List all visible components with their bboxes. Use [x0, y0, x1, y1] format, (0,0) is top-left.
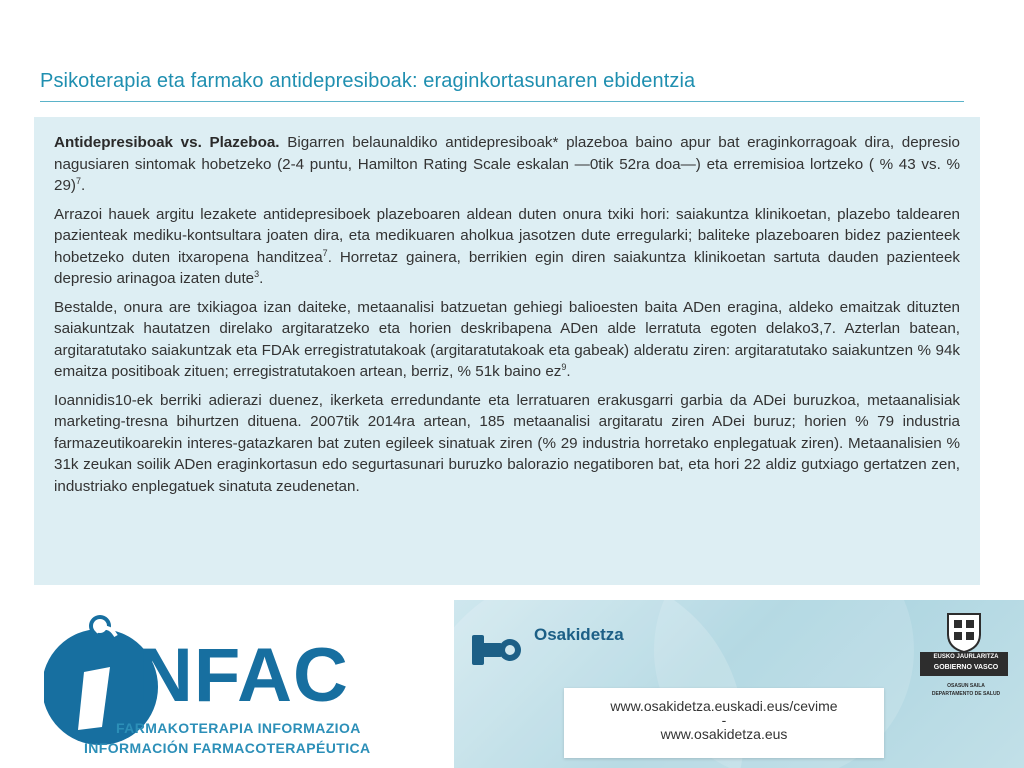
cevime-link[interactable]: www.osakidetza.euskadi.eus/cevime	[610, 698, 838, 714]
gov-label-eu: EUSKO JAURLARITZA	[933, 654, 999, 660]
url-separator: -	[721, 712, 727, 728]
osakidetza-link[interactable]: www.osakidetza.eus	[660, 726, 788, 742]
osakidetza-brand: Osakidetza	[534, 625, 624, 644]
coat-of-arms-icon	[944, 610, 984, 654]
paragraph-4: Ioannidis10-ek berriki adierazi duenez, ikerketa erredundante eta lerratuaren erakusgarri garbia da ADei buruzkoa, metaanalisiak marketing-tresna bihurtzen dituena. 2007tik 2014ra artean, 185 metaanalisi argitaratu ziren ADei buruz; horien % 79 industria farmazeutikoarekin interes-gatazkaren bat zuten egileek sinatuak ziren (% 29 industria horretako enplegatuak ziren). Metaanalisien % 31k zeukan soilik ADen eraginkortasun edo segurtasunari buruzko balorazio negatiboren bat, eta hori 22 aldiz gutxiago gertatzen zen, industriako enplegatuek sinatuta zeudenetan.	[54, 391, 960, 495]
osakidetza-logo-icon	[470, 625, 524, 675]
paragraph-3: Bestalde, onura are txikiagoa izan daiteke, metaanalisi batzuetan gehiegi balioesten baita ADen eragina, aldeko emaitzak dituzten saiakuntzak hautatzen direlako argitaratzeko eta horien deskribapena ADen alde lerratuta egoten delako3,7. Azterlan batean, argitaratutako saiakuntzak eta FDAk erregistratutakoak (argitaratutakoak eta gabeak) alderatu ziren: argitaratutako saiakuntzen % 94k emaitza positiboak zituen; erregistratutakoen artean, berriz, % 51k baino $ez^9$.	[54, 298, 960, 380]
paragraph-2: Arrazoi hauek argitu lezakete antidepresiboek plazeboaren aldean duten onura txiki hori: saiakuntza klinikoetan, plazebo taldearen pazienteak mediku-kontsultara joaten dira, eta medikuaren aholkua jasotzen dute erregularki; baliteke plazeboaren bidez pazienteek hobetzeko duten itxaropena handitzea$^7$. Horretaz gainera, berrikien egin diren saiakuntza klinikoetan sartuta dauden pazienteek depresio arinagoa izaten dute$^3$.	[54, 205, 960, 287]
gov-department: OSASUN SAILA DEPARTAMENTO DE SALUD	[931, 683, 1001, 697]
evidence-box	[34, 117, 980, 585]
gov-label-es: GOBIERNO VASCO	[933, 664, 999, 671]
infac-subtitle-es: INFORMACIÓN FARMACOTERAPÉUTICA	[84, 740, 371, 756]
basque-government-logo	[916, 608, 1016, 728]
infac-wordmark: NFAC	[138, 633, 349, 718]
paragraph-1: Antidepresiboak vs. Plazeboa. Bigarren belaunaldiko antidepresiboak* plazeboa baino apur bat eraginkorragoak dira, depresio nagusiaren sintomak hobetzeko (2-4 puntu, Hamilton Rating Scale eskalan —0tik 52ra doa—) eta erremisioa lortzeko ( % 43 vs. % 29)$^7$.	[54, 134, 961, 194]
page-title: Psikoterapia eta farmako antidepresiboak: eraginkortasunaren ebidentzia	[40, 70, 964, 102]
url-box	[564, 688, 884, 758]
paragraph-1-heading: Antidepresiboak vs. Plazeboa.	[54, 134, 280, 151]
infac-subtitle-eu: FARMAKOTERAPIA INFORMAZIOA	[116, 720, 361, 736]
osakidetza-banner	[454, 600, 1024, 768]
